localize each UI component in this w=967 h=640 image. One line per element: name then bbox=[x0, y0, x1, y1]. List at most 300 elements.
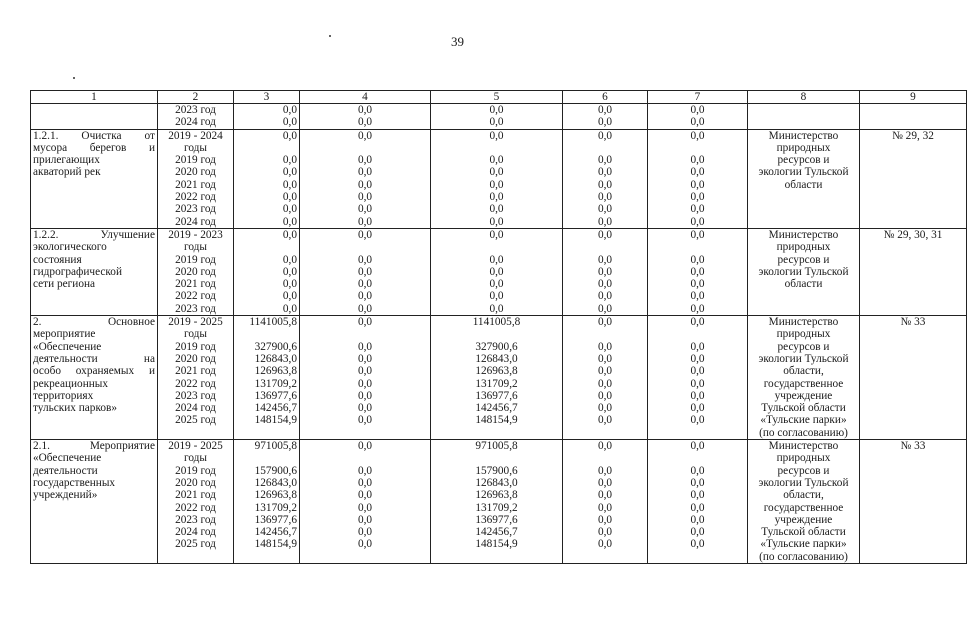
period-cell bbox=[158, 129, 234, 228]
extrabudget-line: 0,0 bbox=[690, 440, 705, 453]
municipal-budget-cell bbox=[563, 228, 648, 315]
executor-line: (по согласованию) bbox=[759, 550, 848, 563]
federal-budget-line: 0,0 bbox=[357, 377, 373, 390]
executor-line: государственное bbox=[763, 377, 844, 390]
extrabudget-line: 0,0 bbox=[690, 228, 705, 241]
federal-budget-line: 0,0 bbox=[357, 104, 373, 116]
total-line: 126963,8 bbox=[254, 489, 297, 502]
activity-name-line: 2.1. Мероприятие bbox=[33, 440, 155, 453]
period-line: 2021 год bbox=[175, 365, 216, 378]
federal-budget-line: 0,0 bbox=[357, 501, 373, 514]
regional-budget-line: 0,0 bbox=[489, 253, 504, 266]
extrabudget-line: 0,0 bbox=[690, 166, 705, 179]
executor-line: ресурсов и bbox=[777, 154, 830, 167]
extrabudget-line: 0,0 bbox=[690, 253, 705, 266]
total-line: 0,0 bbox=[282, 116, 297, 129]
extrabudget-line: 0,0 bbox=[690, 365, 705, 378]
federal-budget-line: 0,0 bbox=[357, 228, 373, 241]
col-header: 7 bbox=[648, 91, 748, 104]
total-line bbox=[236, 142, 297, 154]
executor-line: Министерство bbox=[768, 440, 839, 453]
municipal-budget-line: 0,0 bbox=[597, 316, 613, 329]
indicator-ref-line: № 29, 32 bbox=[892, 129, 934, 142]
period-line: 2019 - 2025 bbox=[168, 316, 223, 329]
activity-name-line: деятельности на bbox=[33, 352, 155, 365]
executor-line: Министерство bbox=[768, 228, 839, 241]
federal-budget-line: 0,0 bbox=[357, 116, 373, 129]
indicator-ref-cell bbox=[860, 129, 967, 228]
federal-budget-line: 0,0 bbox=[357, 352, 373, 365]
federal-budget-line bbox=[302, 142, 428, 154]
total-line: 126963,8 bbox=[254, 365, 297, 378]
period-line: 2020 год bbox=[175, 166, 216, 179]
regional-budget-line: 131709,2 bbox=[475, 377, 518, 390]
regional-budget-line: 0,0 bbox=[489, 215, 504, 228]
table-row bbox=[31, 129, 967, 228]
total-line: 0,0 bbox=[282, 265, 297, 278]
municipal-budget-line: 0,0 bbox=[597, 365, 613, 378]
federal-budget-line: 0,0 bbox=[357, 154, 373, 167]
municipal-budget-line: 0,0 bbox=[597, 513, 613, 526]
col-header: 8 bbox=[748, 91, 860, 104]
municipal-budget-line: 0,0 bbox=[597, 389, 613, 402]
executor-line: экологии Тульской bbox=[758, 352, 849, 365]
executor-line: области, bbox=[783, 489, 824, 502]
total-line: 0,0 bbox=[282, 203, 297, 216]
federal-budget-line: 0,0 bbox=[357, 526, 373, 539]
extrabudget-line: 0,0 bbox=[690, 191, 705, 204]
municipal-budget-cell bbox=[563, 104, 648, 130]
regional-budget-line: 0,0 bbox=[489, 154, 504, 167]
municipal-budget-line: 0,0 bbox=[597, 228, 613, 241]
activity-name-line: территориях bbox=[33, 389, 94, 402]
extrabudget-line: 0,0 bbox=[690, 116, 705, 129]
activity-name-line: мусора берегов и bbox=[33, 141, 155, 154]
total-line: 0,0 bbox=[282, 191, 297, 204]
col-header: 9 bbox=[860, 91, 967, 104]
period-line: годы bbox=[183, 241, 207, 254]
extrabudget-line: 0,0 bbox=[690, 178, 705, 191]
regional-budget-line: 0,0 bbox=[489, 191, 504, 204]
municipal-budget-line: 0,0 bbox=[597, 440, 613, 453]
federal-budget-line: 0,0 bbox=[357, 538, 373, 551]
regional-budget-cell bbox=[431, 104, 563, 130]
total-line: 1141005,8 bbox=[249, 316, 297, 329]
regional-budget-line: 126843,0 bbox=[475, 476, 518, 489]
regional-budget-line: 1141005,8 bbox=[472, 316, 521, 329]
federal-budget-line: 0,0 bbox=[357, 129, 373, 142]
regional-budget-cell bbox=[431, 440, 563, 564]
municipal-budget-line: 0,0 bbox=[597, 116, 613, 129]
period-line: 2019 год bbox=[175, 154, 216, 167]
activity-name-line: экологического bbox=[33, 241, 107, 254]
executor-line: области bbox=[784, 278, 823, 291]
total-line: 148154,9 bbox=[254, 538, 297, 551]
extrabudget-line: 0,0 bbox=[690, 129, 705, 142]
table-row bbox=[31, 440, 967, 564]
municipal-budget-line: 0,0 bbox=[597, 302, 613, 315]
municipal-budget-line: 0,0 bbox=[597, 129, 613, 142]
regional-budget-line: 0,0 bbox=[489, 166, 504, 179]
indicator-ref-line: № 33 bbox=[900, 440, 926, 453]
municipal-budget-line: 0,0 bbox=[597, 278, 613, 291]
executor-cell bbox=[748, 316, 860, 440]
extrabudget-line: 0,0 bbox=[690, 352, 705, 365]
total-line bbox=[236, 241, 297, 253]
federal-budget-line: 0,0 bbox=[357, 166, 373, 179]
scan-speck bbox=[329, 35, 331, 37]
federal-budget-line: 0,0 bbox=[357, 513, 373, 526]
extrabudget-line: 0,0 bbox=[690, 526, 705, 539]
extrabudget-line bbox=[650, 142, 745, 154]
extrabudget-cell bbox=[648, 104, 748, 130]
federal-budget-line: 0,0 bbox=[357, 302, 373, 315]
total-cell bbox=[234, 129, 300, 228]
regional-budget-line: 136977,6 bbox=[475, 389, 518, 402]
total-line: 0,0 bbox=[282, 302, 297, 315]
regional-budget-line bbox=[433, 142, 560, 154]
activity-name-cell bbox=[31, 440, 158, 564]
executor-line: Тульской области bbox=[761, 402, 846, 415]
regional-budget-line: 148154,9 bbox=[475, 538, 518, 551]
executor-line: области, bbox=[783, 365, 824, 378]
extrabudget-line bbox=[650, 241, 745, 253]
table-row bbox=[31, 104, 967, 130]
regional-budget-line bbox=[433, 328, 560, 340]
total-line: 131709,2 bbox=[254, 501, 297, 514]
period-line: годы bbox=[183, 328, 207, 341]
extrabudget-line: 0,0 bbox=[690, 290, 705, 303]
federal-budget-line: 0,0 bbox=[357, 215, 373, 228]
activity-name-line: 1.2.1. Очистка от bbox=[33, 129, 155, 142]
total-line: 148154,9 bbox=[254, 414, 297, 427]
executor-line: Министерство bbox=[768, 316, 839, 329]
municipal-budget-cell bbox=[563, 316, 648, 440]
activity-name-cell bbox=[31, 104, 158, 130]
extrabudget-line: 0,0 bbox=[690, 414, 705, 427]
extrabudget-line: 0,0 bbox=[690, 340, 705, 353]
total-line: 0,0 bbox=[282, 215, 297, 228]
extrabudget-cell bbox=[648, 129, 748, 228]
activity-name-line: рекреационных bbox=[33, 377, 109, 390]
period-line: 2021 год bbox=[175, 278, 216, 291]
period-line: 2023 год bbox=[175, 389, 216, 402]
executor-line: природных bbox=[776, 241, 831, 254]
extrabudget-line: 0,0 bbox=[690, 215, 705, 228]
executor-line: ресурсов и bbox=[777, 464, 830, 477]
executor-cell bbox=[748, 104, 860, 130]
municipal-budget-line bbox=[565, 452, 645, 464]
federal-budget-line: 0,0 bbox=[357, 178, 373, 191]
executor-line: «Тульские парки» bbox=[760, 414, 847, 427]
regional-budget-line: 0,0 bbox=[489, 290, 504, 303]
executor-line: Тульской области bbox=[761, 526, 846, 539]
municipal-budget-line bbox=[565, 241, 645, 253]
col-header: 4 bbox=[300, 91, 431, 104]
page-number: 39 bbox=[451, 34, 464, 49]
extrabudget-line bbox=[650, 328, 745, 340]
total-line: 0,0 bbox=[282, 104, 297, 116]
regional-budget-line: 0,0 bbox=[489, 104, 504, 116]
extrabudget-line: 0,0 bbox=[690, 377, 705, 390]
col-header: 6 bbox=[563, 91, 648, 104]
extrabudget-line: 0,0 bbox=[690, 278, 705, 291]
total-line: 0,0 bbox=[282, 278, 297, 291]
federal-budget-cell bbox=[300, 104, 431, 130]
federal-budget-line: 0,0 bbox=[357, 464, 373, 477]
total-line bbox=[236, 452, 297, 464]
regional-budget-line: 142456,7 bbox=[475, 526, 518, 539]
regional-budget-line: 971005,8 bbox=[475, 440, 518, 453]
extrabudget-line: 0,0 bbox=[690, 389, 705, 402]
activity-name-line: акваторий рек bbox=[33, 166, 101, 179]
executor-line: «Тульские парки» bbox=[760, 538, 847, 551]
executor-line: природных bbox=[776, 141, 831, 154]
executor-line: Министерство bbox=[768, 129, 839, 142]
municipal-budget-line: 0,0 bbox=[597, 464, 613, 477]
regional-budget-line: 0,0 bbox=[489, 129, 504, 142]
period-line: годы bbox=[183, 452, 207, 465]
municipal-budget-line: 0,0 bbox=[597, 290, 613, 303]
executor-line: государственное bbox=[763, 501, 844, 514]
extrabudget-line bbox=[650, 452, 745, 464]
regional-budget-line: 131709,2 bbox=[475, 501, 518, 514]
federal-budget-cell bbox=[300, 440, 431, 564]
municipal-budget-line: 0,0 bbox=[597, 352, 613, 365]
total-line: 157900,6 bbox=[254, 464, 297, 477]
period-line: 2022 год bbox=[175, 290, 216, 303]
total-line bbox=[236, 328, 297, 340]
activity-name-cell bbox=[31, 228, 158, 315]
period-line: 2020 год bbox=[175, 476, 216, 489]
indicator-ref-line bbox=[862, 104, 964, 116]
activity-name-line: государственных bbox=[33, 476, 116, 489]
regional-budget-cell bbox=[431, 129, 563, 228]
total-line: 0,0 bbox=[282, 129, 297, 142]
municipal-budget-line: 0,0 bbox=[597, 166, 613, 179]
total-line: 0,0 bbox=[282, 253, 297, 266]
federal-budget-line bbox=[302, 328, 428, 340]
executor-line: учреждение bbox=[774, 513, 833, 526]
activity-name-line: мероприятие bbox=[33, 328, 96, 341]
period-line: 2022 год bbox=[175, 377, 216, 390]
executor-line: экологии Тульской bbox=[758, 166, 849, 179]
municipal-budget-cell bbox=[563, 129, 648, 228]
regional-budget-line: 136977,6 bbox=[475, 513, 518, 526]
activity-name-line: 1.2.2. Улучшение bbox=[33, 228, 155, 241]
regional-budget-line: 142456,7 bbox=[475, 402, 518, 415]
federal-budget-line bbox=[302, 452, 428, 464]
period-line: 2022 год bbox=[175, 191, 216, 204]
period-line: 2023 год bbox=[175, 203, 216, 216]
period-line: 2023 год bbox=[175, 302, 216, 315]
municipal-budget-line: 0,0 bbox=[597, 191, 613, 204]
federal-budget-line: 0,0 bbox=[357, 253, 373, 266]
period-cell bbox=[158, 104, 234, 130]
federal-budget-line: 0,0 bbox=[357, 489, 373, 502]
period-line: 2024 год bbox=[175, 215, 216, 228]
total-line: 131709,2 bbox=[254, 377, 297, 390]
extrabudget-cell bbox=[648, 440, 748, 564]
col-header: 1 bbox=[31, 91, 158, 104]
period-cell bbox=[158, 228, 234, 315]
total-line: 126843,0 bbox=[254, 476, 297, 489]
municipal-budget-line: 0,0 bbox=[597, 265, 613, 278]
municipal-budget-line: 0,0 bbox=[597, 104, 613, 116]
extrabudget-cell bbox=[648, 228, 748, 315]
extrabudget-line: 0,0 bbox=[690, 402, 705, 415]
federal-budget-line bbox=[302, 241, 428, 253]
col-header: 2 bbox=[158, 91, 234, 104]
col-header: 5 bbox=[431, 91, 563, 104]
period-line: 2023 год bbox=[175, 104, 216, 116]
indicator-ref-cell bbox=[860, 316, 967, 440]
executor-line: экологии Тульской bbox=[758, 476, 849, 489]
municipal-budget-line: 0,0 bbox=[597, 154, 613, 167]
municipal-budget-line: 0,0 bbox=[597, 538, 613, 551]
period-line: 2024 год bbox=[175, 526, 216, 539]
period-cell bbox=[158, 316, 234, 440]
total-line: 327900,6 bbox=[254, 340, 297, 353]
municipal-budget-line: 0,0 bbox=[597, 402, 613, 415]
table-row bbox=[31, 316, 967, 440]
federal-budget-line: 0,0 bbox=[357, 402, 373, 415]
municipal-budget-cell bbox=[563, 440, 648, 564]
period-line: 2019 - 2024 bbox=[168, 129, 223, 142]
regional-budget-line: 0,0 bbox=[489, 302, 504, 315]
period-line: 2019 - 2025 bbox=[168, 440, 223, 453]
regional-budget-line: 157900,6 bbox=[475, 464, 518, 477]
municipal-budget-line: 0,0 bbox=[597, 203, 613, 216]
federal-budget-cell bbox=[300, 228, 431, 315]
total-line: 0,0 bbox=[282, 154, 297, 167]
extrabudget-line: 0,0 bbox=[690, 476, 705, 489]
period-line: 2019 год bbox=[175, 253, 216, 266]
total-line: 136977,6 bbox=[254, 389, 297, 402]
total-cell bbox=[234, 228, 300, 315]
federal-budget-line: 0,0 bbox=[357, 290, 373, 303]
scan-speck bbox=[73, 77, 75, 79]
federal-budget-line: 0,0 bbox=[357, 365, 373, 378]
extrabudget-line: 0,0 bbox=[690, 265, 705, 278]
total-line: 142456,7 bbox=[254, 526, 297, 539]
period-line: 2019 - 2023 bbox=[168, 228, 223, 241]
indicator-ref-line: № 33 bbox=[900, 316, 926, 329]
executor-line: (по согласованию) bbox=[759, 426, 848, 439]
regional-budget-line: 0,0 bbox=[489, 178, 504, 191]
activity-name-cell bbox=[31, 316, 158, 440]
federal-budget-line: 0,0 bbox=[357, 389, 373, 402]
activity-name-line: «Обеспечение bbox=[33, 452, 102, 465]
period-line: 2021 год bbox=[175, 489, 216, 502]
activity-name-line: 2. Основное bbox=[33, 316, 155, 329]
activity-name-line: сети региона bbox=[33, 278, 96, 291]
regional-budget-line bbox=[433, 241, 560, 253]
indicator-ref-cell bbox=[860, 440, 967, 564]
activity-name-line: тульских парков» bbox=[33, 402, 118, 415]
activity-name-line: «Обеспечение bbox=[33, 340, 102, 353]
federal-budget-line: 0,0 bbox=[357, 191, 373, 204]
extrabudget-line: 0,0 bbox=[690, 104, 705, 116]
total-cell bbox=[234, 104, 300, 130]
period-line: 2025 год bbox=[175, 538, 216, 551]
indicator-ref-line: № 29, 30, 31 bbox=[883, 228, 943, 241]
table-row bbox=[31, 228, 967, 315]
federal-budget-line: 0,0 bbox=[357, 414, 373, 427]
executor-line: природных bbox=[776, 328, 831, 341]
period-line: годы bbox=[183, 141, 207, 154]
period-cell bbox=[158, 440, 234, 564]
regional-budget-line bbox=[433, 452, 560, 464]
executor-line: области bbox=[784, 178, 823, 191]
federal-budget-line: 0,0 bbox=[357, 476, 373, 489]
period-line: 2019 год bbox=[175, 464, 216, 477]
municipal-budget-line: 0,0 bbox=[597, 489, 613, 502]
activity-name-line: учреждений» bbox=[33, 489, 98, 502]
period-line: 2024 год bbox=[175, 116, 216, 129]
regional-budget-line: 0,0 bbox=[489, 278, 504, 291]
municipal-budget-line: 0,0 bbox=[597, 501, 613, 514]
federal-budget-line: 0,0 bbox=[357, 340, 373, 353]
executor-cell bbox=[748, 228, 860, 315]
indicator-ref-cell bbox=[860, 228, 967, 315]
period-line: 2019 год bbox=[175, 340, 216, 353]
regional-budget-line: 0,0 bbox=[489, 116, 504, 129]
activity-name-cell bbox=[31, 129, 158, 228]
activity-name-line: прилегающих bbox=[33, 154, 100, 167]
extrabudget-line: 0,0 bbox=[690, 154, 705, 167]
extrabudget-line: 0,0 bbox=[690, 302, 705, 315]
federal-budget-cell bbox=[300, 316, 431, 440]
period-line: 2021 год bbox=[175, 178, 216, 191]
federal-budget-cell bbox=[300, 129, 431, 228]
executor-line: учреждение bbox=[774, 389, 833, 402]
extrabudget-line: 0,0 bbox=[690, 203, 705, 216]
regional-budget-line: 0,0 bbox=[489, 265, 504, 278]
municipal-budget-line bbox=[565, 142, 645, 154]
header-row bbox=[31, 91, 967, 104]
municipal-budget-line: 0,0 bbox=[597, 414, 613, 427]
municipal-budget-line: 0,0 bbox=[597, 340, 613, 353]
extrabudget-line: 0,0 bbox=[690, 316, 705, 329]
total-line: 142456,7 bbox=[254, 402, 297, 415]
period-line: 2025 год bbox=[175, 414, 216, 427]
municipal-budget-line bbox=[565, 328, 645, 340]
indicator-ref-cell bbox=[860, 104, 967, 130]
federal-budget-line: 0,0 bbox=[357, 440, 373, 453]
regional-budget-line: 327900,6 bbox=[475, 340, 518, 353]
total-line: 0,0 bbox=[282, 178, 297, 191]
total-cell bbox=[234, 316, 300, 440]
regional-budget-line: 148154,9 bbox=[475, 414, 518, 427]
executor-cell bbox=[748, 129, 860, 228]
activity-name-line: деятельности bbox=[33, 464, 98, 477]
municipal-budget-line: 0,0 bbox=[597, 253, 613, 266]
total-line: 136977,6 bbox=[254, 513, 297, 526]
executor-line: ресурсов и bbox=[777, 340, 830, 353]
period-line: 2020 год bbox=[175, 265, 216, 278]
federal-budget-line: 0,0 bbox=[357, 203, 373, 216]
municipal-budget-line: 0,0 bbox=[597, 377, 613, 390]
period-line: 2024 год bbox=[175, 402, 216, 415]
period-line: 2023 год bbox=[175, 513, 216, 526]
total-line: 126843,0 bbox=[254, 352, 297, 365]
program-table bbox=[30, 90, 967, 564]
extrabudget-cell bbox=[648, 316, 748, 440]
extrabudget-line: 0,0 bbox=[690, 538, 705, 551]
executor-cell bbox=[748, 440, 860, 564]
municipal-budget-line: 0,0 bbox=[597, 526, 613, 539]
